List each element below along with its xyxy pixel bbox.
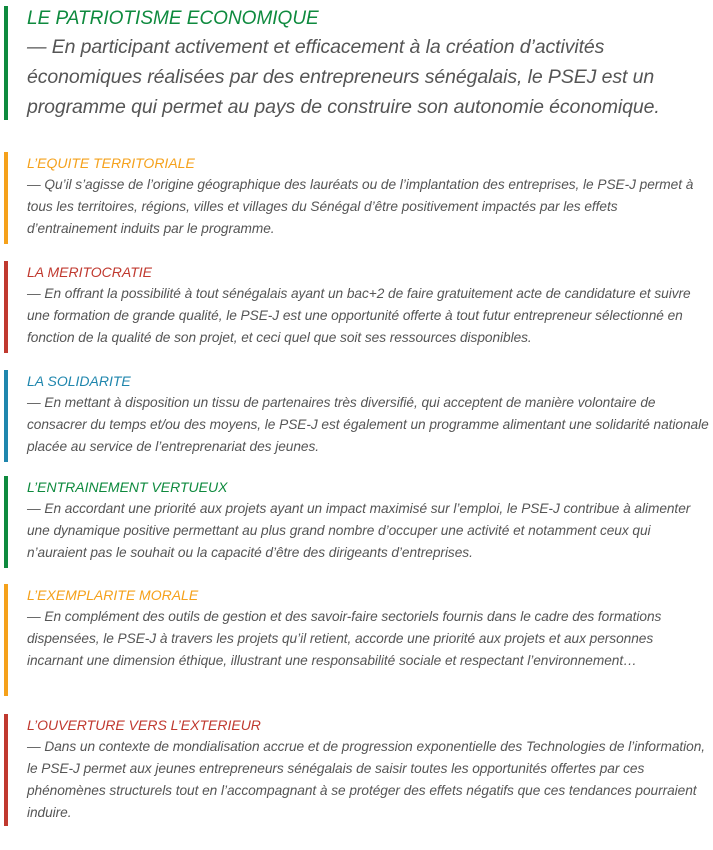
section-body: — Qu’il s’agisse de l’origine géographique des lauréats ou de l’implantation des entreprises, le PSE-J permet à tous les territoires, régions, villes et villages du Sénégal d’être positivement impactés par les effets d’entrainement induits par le programme. xyxy=(27,177,694,236)
section-exemplarite-morale xyxy=(4,584,710,696)
section-title: LE PATRIOTISME ECONOMIQUE xyxy=(27,8,319,29)
section-title: L’OUVERTURE VERS L’EXTERIEUR xyxy=(27,717,261,733)
section-title: L’EQUITE TERRITORIALE xyxy=(27,155,195,171)
section-title: LA SOLIDARITE xyxy=(27,373,131,389)
section-title: LA MERITOCRATIE xyxy=(27,264,152,280)
section-entrainement-vertueux xyxy=(4,476,710,568)
section-solidarite xyxy=(4,370,710,462)
section-body: — En offrant la possibilité à tout sénégalais ayant un bac+2 de faire gratuitement acte de candidature et suivre une formation de grande qualité, le PSE-J est une opportunité offerte à tout futur entrepreneur sélectionné en fonction de la qualité de son projet, et ceci quel que soit ses ressources disponibles. xyxy=(27,286,691,345)
section-title: L’ENTRAINEMENT VERTUEUX xyxy=(27,479,228,495)
section-title: L’EXEMPLARITE MORALE xyxy=(27,587,199,603)
section-meritocratie xyxy=(4,261,710,353)
section-equite-territoriale xyxy=(4,152,710,244)
section-body: — En participant activement et efficacement à la création d’activités économiques réalisées par des entrepreneurs sénégalais, le PSEJ est un programme qui permet au pays de construire son autonomie économique. xyxy=(27,36,660,118)
section-body: — Dans un contexte de mondialisation accrue et de progression exponentielle des Technologies de l’information, le PSE-J permet aux jeunes entrepreneurs sénégalais de saisir toutes les opportunités offertes par ces phénomènes structurels tout en l’accompagnant à se protéger des effets négatifs que ces tendances pourraient induire. xyxy=(27,739,706,820)
section-body: — En complément des outils de gestion et des savoir-faire sectoriels fournis dans le cadre des formations dispensées, le PSE-J à travers les projets qu’il retient, accorde une priorité aux projets et aux personnes incarnant une dimension éthique, illustrant une responsabilité sociale et respectant l’environnement… xyxy=(27,609,662,668)
section-body: — En accordant une priorité aux projets ayant un impact maximisé sur l’emploi, le PSE-J contribue à alimenter une dynamique positive permettant au plus grand nombre d’occuper une activité et notamment ceux qui n’auraient pas le souhait ou la capacité d’être des dirigeants d’entreprises. xyxy=(27,501,691,560)
section-patriotisme-economique xyxy=(4,6,710,120)
section-ouverture-exterieur xyxy=(4,714,710,826)
section-body: — En mettant à disposition un tissu de partenaires très diversifié, qui acceptent de manière volontaire de consacrer du temps et/ou des moyens, le PSE-J est également un programme alimentant une solidarité nationale placée au service de l’entreprenariat des jeunes. xyxy=(27,395,709,454)
